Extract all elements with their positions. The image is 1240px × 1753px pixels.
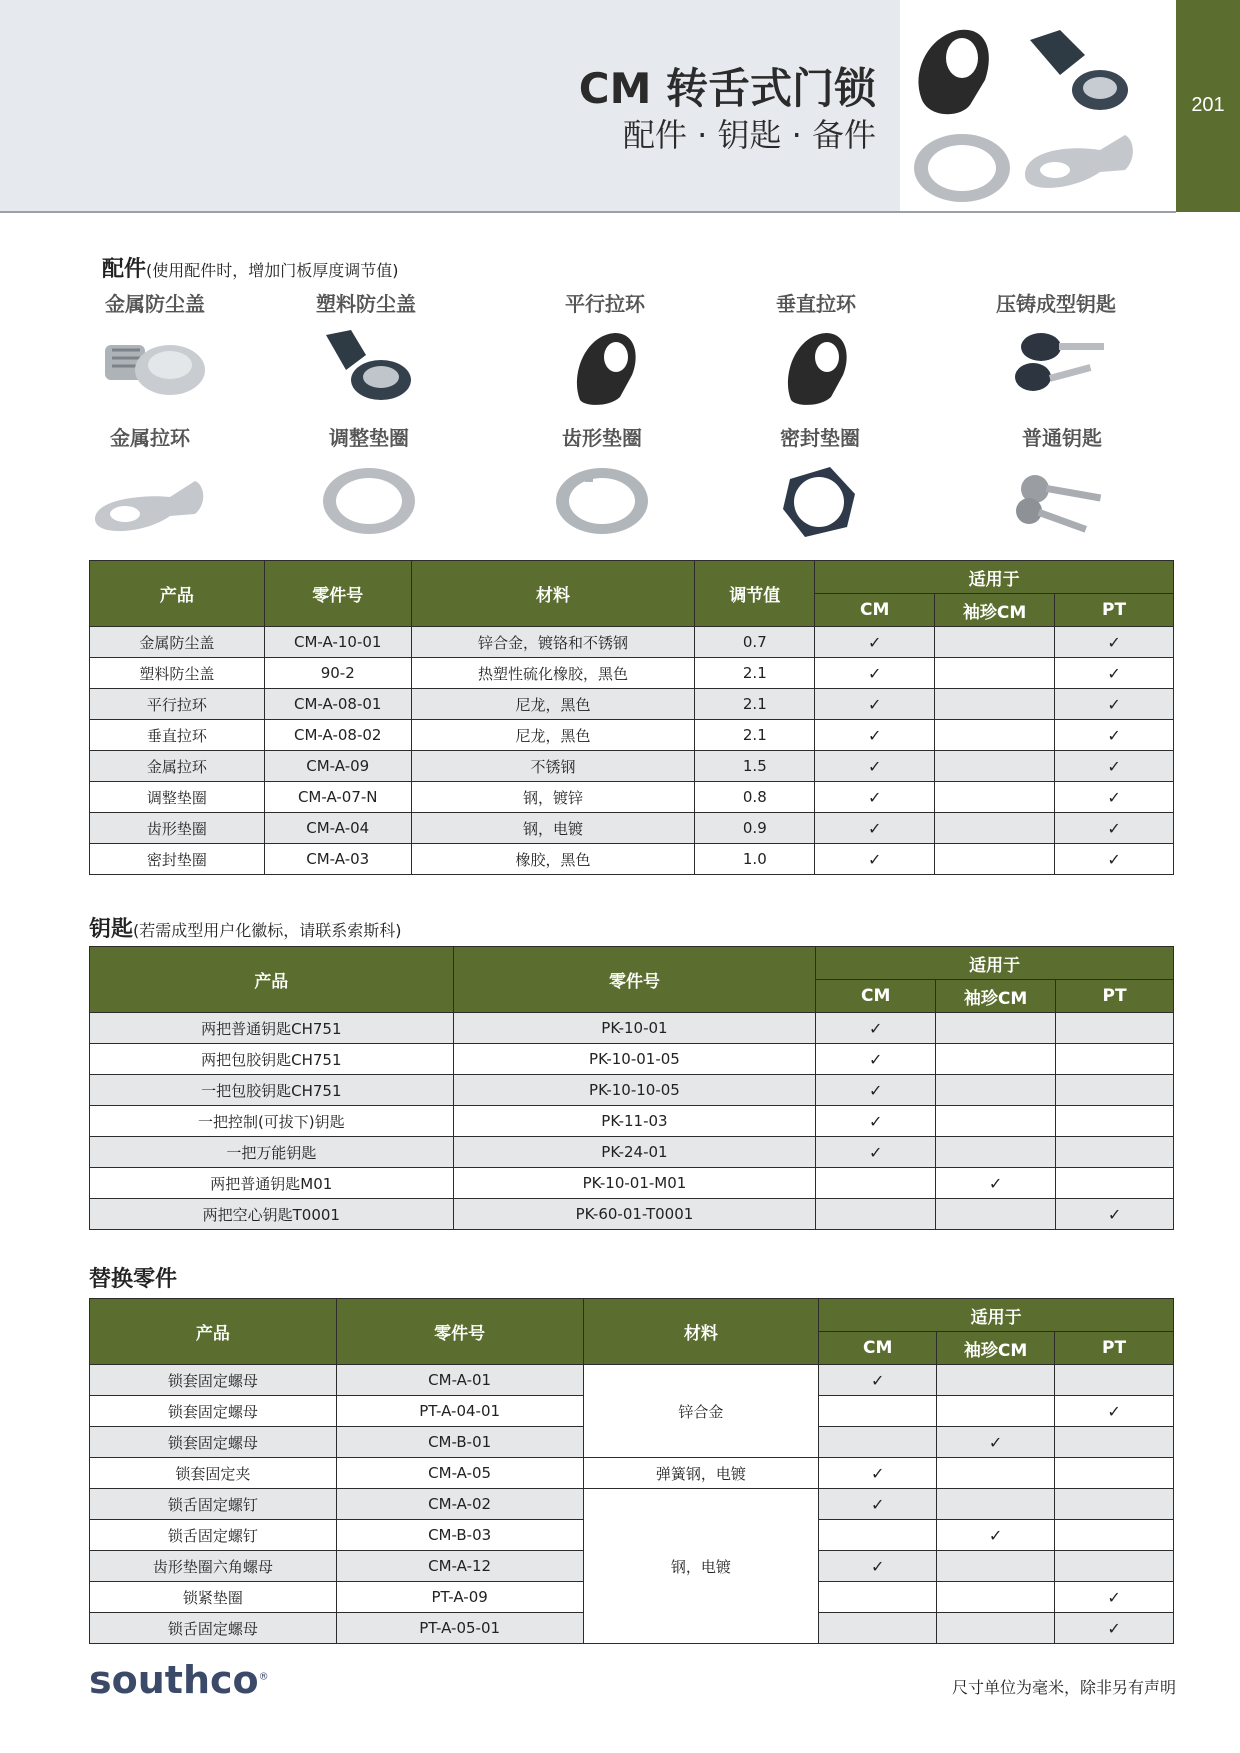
cell-part-number: PK-11-03 — [453, 1106, 816, 1137]
cell-part-number: CM-A-10-01 — [264, 627, 411, 658]
cell-product: 密封垫圈 — [90, 844, 265, 875]
cell-pt — [1055, 1489, 1174, 1520]
cell-product: 锁套固定螺母 — [90, 1365, 337, 1396]
cell-material: 热塑性硫化橡胶，黑色 — [411, 658, 695, 689]
cell-pt: ✓ — [1055, 751, 1174, 782]
col-material: 材料 — [583, 1299, 819, 1365]
cell-pocket-cm — [936, 1199, 1056, 1230]
cell-part-number: CM-A-08-02 — [264, 720, 411, 751]
cell-material: 钢，镀锌 — [411, 782, 695, 813]
cell-pt — [1056, 1168, 1174, 1199]
cell-product: 两把空心钥匙T0001 — [90, 1199, 454, 1230]
table-row — [90, 1168, 1174, 1199]
cell-material: 钢，电镀 — [411, 813, 695, 844]
cell-pocket-cm — [936, 1044, 1056, 1075]
gallery-label: 金属拉环 — [110, 426, 190, 450]
die-cast-key-icon — [991, 325, 1121, 405]
cell-pt — [1055, 1365, 1174, 1396]
col-pocket-cm: 袖珍CM — [936, 980, 1056, 1013]
washer-photo-icon — [914, 134, 1010, 202]
col-part-number: 零件号 — [264, 561, 411, 627]
cell-product: 锁套固定夹 — [90, 1458, 337, 1489]
gallery-item-adjust-washer — [269, 422, 469, 542]
cell-pocket-cm — [936, 1013, 1056, 1044]
cell-part-number: CM-A-01 — [336, 1365, 583, 1396]
cell-cm: ✓ — [819, 1365, 937, 1396]
cell-pt — [1055, 1427, 1174, 1458]
cell-material: 橡胶，黑色 — [411, 844, 695, 875]
cell-cm: ✓ — [819, 1551, 937, 1582]
cell-pt: ✓ — [1055, 1582, 1174, 1613]
col-cm: CM — [819, 1332, 937, 1365]
table-row — [90, 1106, 1174, 1137]
col-pt: PT — [1056, 980, 1174, 1013]
cell-product: 调整垫圈 — [90, 782, 265, 813]
gallery-label: 普通钥匙 — [1022, 426, 1102, 450]
cell-adjust-value: 1.0 — [695, 844, 815, 875]
cell-part-number: PT-A-05-01 — [336, 1613, 583, 1644]
gallery-item-die-cast-key — [956, 288, 1156, 408]
gallery-item-parallel-pull-ring — [505, 288, 705, 408]
col-part-number: 零件号 — [336, 1299, 583, 1365]
cell-part-number: PK-10-01 — [453, 1013, 816, 1044]
cell-cm: ✓ — [815, 813, 935, 844]
table-row — [90, 1365, 1174, 1396]
header-divider — [0, 211, 1176, 213]
accessories-note: (使用配件时，增加门板厚度调节值) — [146, 261, 399, 280]
cell-pt — [1056, 1075, 1174, 1106]
table-row — [90, 844, 1174, 875]
table-row — [90, 782, 1174, 813]
cell-part-number: CM-A-08-01 — [264, 689, 411, 720]
cell-product: 锁套固定螺母 — [90, 1396, 337, 1427]
cell-cm: ✓ — [816, 1106, 936, 1137]
metal-pull-ring-icon — [85, 459, 215, 539]
cell-product: 金属防尘盖 — [90, 627, 265, 658]
cell-cm: ✓ — [815, 689, 935, 720]
replacement-title: 替换零件 — [89, 1267, 178, 1292]
cell-pocket-cm — [935, 844, 1055, 875]
col-pocket-cm: 袖珍CM — [935, 594, 1055, 627]
gallery-item-plastic-dust-cover — [266, 288, 466, 408]
cell-pocket-cm — [936, 1075, 1056, 1106]
cell-pt — [1056, 1044, 1174, 1075]
gallery-label: 金属防尘盖 — [105, 292, 205, 316]
cell-product: 锁舌固定螺母 — [90, 1613, 337, 1644]
cell-part-number: CM-A-07-N — [264, 782, 411, 813]
cell-part-number: CM-A-05 — [336, 1458, 583, 1489]
cell-pocket-cm — [936, 1137, 1056, 1168]
keys-table — [89, 946, 1174, 1230]
cell-part-number: CM-B-03 — [336, 1520, 583, 1551]
replacement-table — [89, 1298, 1174, 1644]
cell-part-number: PK-60-01-T0001 — [453, 1199, 816, 1230]
southco-logo: southco® — [89, 1658, 269, 1702]
cell-part-number: PK-24-01 — [453, 1137, 816, 1168]
cell-pocket-cm — [937, 1613, 1055, 1644]
cell-cm: ✓ — [816, 1044, 936, 1075]
cell-pocket-cm — [937, 1458, 1055, 1489]
replacement-heading — [89, 1262, 177, 1293]
cell-part-number: CM-A-09 — [264, 751, 411, 782]
tooth-washer-icon — [537, 459, 667, 539]
cell-part-number: CM-A-12 — [336, 1551, 583, 1582]
cell-cm: ✓ — [816, 1137, 936, 1168]
gallery-item-vertical-pull-ring — [716, 288, 916, 408]
cell-pocket-cm — [935, 627, 1055, 658]
table-row — [90, 627, 1174, 658]
cell-cm: ✓ — [815, 627, 935, 658]
cell-product: 金属拉环 — [90, 751, 265, 782]
cell-product: 一把包胶钥匙CH751 — [90, 1075, 454, 1106]
cell-pt: ✓ — [1055, 627, 1174, 658]
cell-pocket-cm — [937, 1365, 1055, 1396]
keys-title: 钥匙 — [89, 917, 134, 942]
col-pt: PT — [1055, 1332, 1174, 1365]
metal-ring-photo-icon — [1025, 135, 1133, 188]
cell-pocket-cm — [935, 813, 1055, 844]
cell-pocket-cm — [936, 1106, 1056, 1137]
cell-pt: ✓ — [1055, 720, 1174, 751]
cell-material: 不锈钢 — [411, 751, 695, 782]
cell-part-number: CM-A-03 — [264, 844, 411, 875]
seal-gasket-icon — [755, 459, 885, 539]
cell-pt — [1055, 1520, 1174, 1551]
page-subtitle: 配件 · 钥匙 · 备件 — [622, 116, 876, 154]
header-product-photo — [900, 0, 1176, 212]
cell-pt — [1056, 1137, 1174, 1168]
table-row — [90, 658, 1174, 689]
cell-material: 尼龙，黑色 — [411, 720, 695, 751]
cell-material: 弹簧钢，电镀 — [583, 1458, 819, 1489]
cell-pt: ✓ — [1055, 1396, 1174, 1427]
cell-cm: ✓ — [815, 751, 935, 782]
accessories-title: 配件 — [102, 257, 147, 282]
col-product: 产品 — [90, 947, 454, 1013]
cell-pocket-cm: ✓ — [936, 1168, 1056, 1199]
cell-pt — [1055, 1458, 1174, 1489]
cell-product: 平行拉环 — [90, 689, 265, 720]
col-part-number: 零件号 — [453, 947, 816, 1013]
gallery-item-metal-dust-cover — [55, 288, 255, 408]
cell-adjust-value: 0.7 — [695, 627, 815, 658]
cell-product: 锁紧垫圈 — [90, 1582, 337, 1613]
cell-pt: ✓ — [1055, 782, 1174, 813]
cell-cm — [816, 1199, 936, 1230]
cell-adjust-value: 0.8 — [695, 782, 815, 813]
cell-product: 一把控制(可拔下)钥匙 — [90, 1106, 454, 1137]
cell-pocket-cm — [935, 658, 1055, 689]
cell-cm: ✓ — [815, 720, 935, 751]
cell-pt — [1056, 1013, 1174, 1044]
cell-part-number: PT-A-04-01 — [336, 1396, 583, 1427]
table-row — [90, 751, 1174, 782]
table-row — [90, 1044, 1174, 1075]
cell-cm — [819, 1396, 937, 1427]
cell-pocket-cm — [935, 751, 1055, 782]
gallery-item-seal-gasket — [720, 422, 920, 542]
cell-cm: ✓ — [815, 844, 935, 875]
cell-product: 锁舌固定螺钉 — [90, 1520, 337, 1551]
gallery-item-tooth-washer — [502, 422, 702, 542]
cell-adjust-value: 2.1 — [695, 720, 815, 751]
cell-product: 锁套固定螺母 — [90, 1427, 337, 1458]
cell-cm: ✓ — [819, 1489, 937, 1520]
cell-cm: ✓ — [816, 1075, 936, 1106]
col-applicable: 适用于 — [816, 947, 1174, 980]
cell-cm: ✓ — [815, 658, 935, 689]
accessories-heading — [102, 252, 399, 283]
cell-pocket-cm: ✓ — [937, 1427, 1055, 1458]
cell-adjust-value: 2.1 — [695, 689, 815, 720]
table-row — [90, 1458, 1174, 1489]
cell-pocket-cm — [937, 1396, 1055, 1427]
cell-product: 两把包胶钥匙CH751 — [90, 1044, 454, 1075]
col-applicable: 适用于 — [819, 1299, 1174, 1332]
keys-heading — [89, 912, 402, 943]
col-adjust-value: 调节值 — [695, 561, 815, 627]
cell-product: 塑料防尘盖 — [90, 658, 265, 689]
cell-pt: ✓ — [1055, 813, 1174, 844]
cell-pt: ✓ — [1055, 844, 1174, 875]
pull-ring-photo-icon — [918, 30, 988, 114]
col-pt: PT — [1055, 594, 1174, 627]
dust-cover-photo-icon — [1030, 30, 1128, 110]
cell-product: 齿形垫圈 — [90, 813, 265, 844]
cell-product: 垂直拉环 — [90, 720, 265, 751]
table-row — [90, 1137, 1174, 1168]
cell-product: 锁舌固定螺钉 — [90, 1489, 337, 1520]
regular-key-icon — [997, 459, 1127, 539]
cell-pocket-cm: ✓ — [937, 1520, 1055, 1551]
col-applicable: 适用于 — [815, 561, 1174, 594]
metal-dust-cover-icon — [90, 325, 220, 405]
cell-part-number: PT-A-09 — [336, 1582, 583, 1613]
vertical-pull-ring-icon — [751, 325, 881, 405]
cell-pt: ✓ — [1056, 1199, 1174, 1230]
cell-cm — [819, 1520, 937, 1551]
cell-part-number: PK-10-10-05 — [453, 1075, 816, 1106]
cell-cm: ✓ — [815, 782, 935, 813]
cell-product: 两把普通钥匙CH751 — [90, 1013, 454, 1044]
cell-cm: ✓ — [819, 1458, 937, 1489]
parallel-pull-ring-icon — [540, 325, 670, 405]
cell-product: 齿形垫圈六角螺母 — [90, 1551, 337, 1582]
gallery-label: 塑料防尘盖 — [316, 292, 416, 316]
table-row — [90, 1489, 1174, 1520]
cell-pt — [1055, 1551, 1174, 1582]
keys-note: (若需成型用户化徽标，请联系索斯科) — [133, 921, 402, 940]
col-cm: CM — [815, 594, 935, 627]
table-row — [90, 1013, 1174, 1044]
cell-pocket-cm — [935, 782, 1055, 813]
cell-material: 锌合金 — [583, 1365, 819, 1458]
cell-adjust-value: 1.5 — [695, 751, 815, 782]
logo-text: southco — [89, 1658, 259, 1702]
gallery-label: 垂直拉环 — [776, 292, 856, 316]
gallery-label: 调整垫圈 — [329, 426, 409, 450]
cell-product: 一把万能钥匙 — [90, 1137, 454, 1168]
cell-product: 两把普通钥匙M01 — [90, 1168, 454, 1199]
cell-part-number: CM-A-02 — [336, 1489, 583, 1520]
col-pocket-cm: 袖珍CM — [937, 1332, 1055, 1365]
page-number: 201 — [1191, 94, 1225, 116]
cell-pt — [1056, 1106, 1174, 1137]
footer-note: 尺寸单位为毫米，除非另有声明 — [951, 1678, 1176, 1697]
cell-part-number: PK-10-01-05 — [453, 1044, 816, 1075]
cell-cm — [819, 1582, 937, 1613]
gallery-item-metal-pull-ring — [50, 422, 250, 542]
cell-pocket-cm — [935, 720, 1055, 751]
cell-part-number: CM-B-01 — [336, 1427, 583, 1458]
cell-material: 钢，电镀 — [583, 1489, 819, 1644]
cell-pt: ✓ — [1055, 1613, 1174, 1644]
cell-adjust-value: 0.9 — [695, 813, 815, 844]
gallery-label: 压铸成型钥匙 — [996, 292, 1116, 316]
cell-cm: ✓ — [816, 1013, 936, 1044]
gallery-label: 齿形垫圈 — [562, 426, 642, 450]
cell-pocket-cm — [937, 1551, 1055, 1582]
table-row — [90, 1199, 1174, 1230]
plastic-dust-cover-icon — [301, 325, 431, 405]
col-product: 产品 — [90, 561, 265, 627]
col-product: 产品 — [90, 1299, 337, 1365]
cell-pocket-cm — [937, 1489, 1055, 1520]
cell-pt: ✓ — [1055, 658, 1174, 689]
cell-part-number: 90-2 — [264, 658, 411, 689]
col-material: 材料 — [411, 561, 695, 627]
cell-part-number: CM-A-04 — [264, 813, 411, 844]
cell-material: 尼龙，黑色 — [411, 689, 695, 720]
page-title: CM 转舌式门锁 — [578, 64, 876, 113]
cell-pt: ✓ — [1055, 689, 1174, 720]
table-row — [90, 720, 1174, 751]
gallery-label: 密封垫圈 — [780, 426, 860, 450]
cell-material: 锌合金，镀铬和不锈钢 — [411, 627, 695, 658]
cell-pocket-cm — [935, 689, 1055, 720]
table-row — [90, 813, 1174, 844]
adjust-washer-icon — [304, 459, 434, 539]
gallery-item-regular-key — [962, 422, 1162, 542]
cell-cm — [819, 1613, 937, 1644]
cell-pocket-cm — [937, 1582, 1055, 1613]
col-cm: CM — [816, 980, 936, 1013]
cell-cm — [816, 1168, 936, 1199]
accessories-table — [89, 560, 1174, 875]
cell-adjust-value: 2.1 — [695, 658, 815, 689]
table-row — [90, 689, 1174, 720]
gallery-label: 平行拉环 — [565, 292, 645, 316]
table-row — [90, 1075, 1174, 1106]
cell-part-number: PK-10-01-M01 — [453, 1168, 816, 1199]
cell-cm — [819, 1427, 937, 1458]
